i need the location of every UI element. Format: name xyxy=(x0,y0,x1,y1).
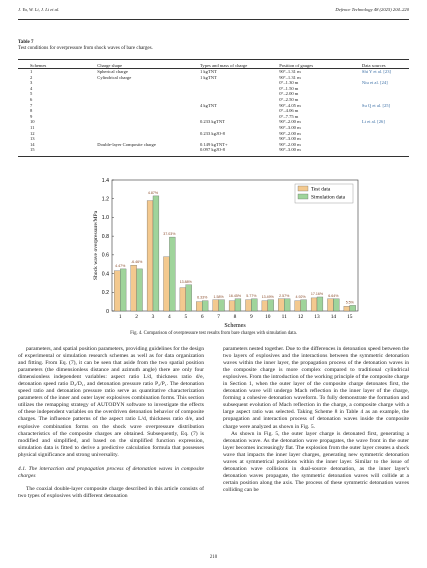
col-header: Data sources xyxy=(361,62,386,68)
table-cell: 90°–3.00 m xyxy=(279,147,301,153)
table-cell: 4 kgTNT xyxy=(199,102,217,108)
bar-error-label: 5.5% xyxy=(345,300,354,305)
table-cell: 0.233 kgJO-8 xyxy=(199,130,225,136)
header-journal: Defence Technology 48 (2025) 204–220 xyxy=(335,7,409,12)
bar-test xyxy=(213,300,219,311)
x-tick-label: 9 xyxy=(250,314,253,320)
table-cell: 12 xyxy=(30,130,35,136)
bar-simulation xyxy=(120,269,126,311)
bar-test xyxy=(147,201,153,311)
bar-test xyxy=(327,299,333,311)
table-cell: 1 kgTNT xyxy=(199,74,217,80)
x-tick-label: 7 xyxy=(217,314,220,320)
table-cell: 90°–2.00 m xyxy=(279,130,301,136)
bar-error-label: 6.64% xyxy=(328,293,339,298)
header-authors: J. Yu, W. Li, J. Li et al. xyxy=(18,7,60,12)
x-tick-label: 4 xyxy=(168,314,171,320)
table-cell: 90°–1.31 m xyxy=(279,74,301,80)
paragraph: As shown in Fig. 5, the outer layer charge is detonated first, generating a detonation wave. As the detonation wave propagates, the wave front in the outer layer becomes increasingly flat. The explosion from the outer layer creates a shock wave that impacts the inner layer charges, generating new symmetric detonation waves at symmetrical positions within the inner layer. Similar to the issue of detonation wave collisions in dual-source detonation, as the inner layer's detonation waves propagate, the symmetric detonation waves will collide at a certain position along the axis. The process of these symmetric detonation waves colliding can be xyxy=(223,430,409,493)
table-cell: 5 xyxy=(30,91,33,97)
table-cell: Su Q et al. [25] xyxy=(361,102,391,108)
table-cell: 7 xyxy=(30,102,33,108)
table-cell: 0°–1.50 m xyxy=(279,85,299,91)
bar-simulation xyxy=(251,299,257,311)
bar-test xyxy=(344,306,350,311)
table-cell: Spherical charge xyxy=(97,69,128,74)
legend-swatch xyxy=(298,186,308,191)
legend-swatch xyxy=(298,194,308,199)
table-caption-text: Test conditions for overpressure from shock waves of bare charges. xyxy=(18,46,153,52)
y-tick-label: 1.0 xyxy=(101,215,109,222)
x-tick-label: 15 xyxy=(347,314,353,320)
bar-simulation xyxy=(202,301,208,311)
x-tick-label: 12 xyxy=(297,314,304,320)
bar-test xyxy=(245,300,251,311)
section-heading: 4.1. The interaction and propagation process of detonation waves in composite charges xyxy=(18,465,204,479)
table-cell: 6 xyxy=(30,96,33,102)
bar-error-label: 4.47% xyxy=(115,263,126,268)
bar-simulation xyxy=(350,305,356,311)
table-cell: 2 xyxy=(30,74,33,80)
bar-error-label: 16.45% xyxy=(228,293,242,298)
table-cell: 90°–4.05 m xyxy=(279,102,301,108)
figure-caption: Fig. 4. Comparison of overpressure test results from bare charges with simulation data. xyxy=(130,331,297,336)
table-label: Table 7 xyxy=(18,40,34,45)
bar-simulation xyxy=(219,300,225,311)
bar-test xyxy=(229,301,235,311)
bar-simulation xyxy=(235,299,241,311)
bar-simulation xyxy=(284,299,290,311)
bar-simulation xyxy=(137,269,143,311)
legend-label: Test data xyxy=(311,186,331,193)
x-axis-label: Schemes xyxy=(224,323,246,329)
table-cell: 4 xyxy=(30,85,33,91)
bar-simulation xyxy=(169,237,175,311)
paragraph: parameters, and spatial position parameters, providing guidelines for the design of experimental or simulation research schemes as well as for data organization and fitting. From Eq. (7), it can be seen that aside from the two spatial position parameters (the dimensionless distance and azimuth angle) there are only four dimensionless independent variables: aspect ratio L/d, thickness ratio d/e, detonation speed ratio D₂/D₁, and detonation pressure ratio P₂/P₁. The detonation speed ratio and detonation pressure ratio serve as quantitative characterization parameters of the inner and outer layer explosives combination forms. This section utilizes the remapping strategy of AUTODYN software to investigate the effects of these independent variables on the overdriven detonation behavior of composite charges. The influence patterns of the aspect ratio L/d, thickness ratio d/e, and explosive combination forms on the shock wave overpressure distribution characteristics of the composite charges are obtained. Subsequently, Eq. (7) is modified and simplified, and based on the simplified function expression, simulation data is fitted to derive a predictive calculation formula that possesses physical significance and strong universality. xyxy=(18,346,204,458)
bar-test xyxy=(262,301,268,311)
table-cell: 90°–3.00 m xyxy=(279,124,301,130)
table-cell: 90°–2.00 m xyxy=(279,141,301,147)
table-cell: Shi Y et al. [23] xyxy=(361,69,392,74)
bar-error-label: 17.16% xyxy=(310,291,324,296)
table-cell: 9 xyxy=(30,113,33,119)
y-tick-label: 0.8 xyxy=(101,233,109,240)
table-cell: 90°–2.00 m xyxy=(279,119,301,125)
bar-error-label: -6.46% xyxy=(130,260,143,265)
x-tick-label: 13 xyxy=(314,314,320,320)
bar-error-label: 4.92% xyxy=(295,294,306,299)
y-tick-label: 0.6 xyxy=(101,252,109,259)
bar-error-label: 4.87% xyxy=(147,190,159,195)
bar-test xyxy=(131,265,137,311)
bar-test xyxy=(180,288,186,311)
table-cell: Double-layer Composite charge xyxy=(97,141,156,147)
table-cell: 0°–2.00 m xyxy=(279,91,299,97)
table-cell: 15 xyxy=(30,147,35,153)
y-tick-label: 0.2 xyxy=(101,290,109,297)
bar-error-label: 1.58% xyxy=(213,294,224,299)
x-tick-label: 11 xyxy=(281,314,287,320)
table-cell: 0°–4.06 m xyxy=(279,108,299,114)
y-tick-label: 1.2 xyxy=(101,196,109,203)
bar-error-label: 2.57% xyxy=(279,293,290,298)
x-tick-label: 2 xyxy=(135,314,138,320)
col-header: Schemes xyxy=(30,62,47,68)
table-cell: 10 xyxy=(30,119,35,125)
bar-simulation xyxy=(153,196,159,311)
table-cell: 13 xyxy=(30,136,35,142)
x-tick-label: 1 xyxy=(118,314,122,320)
table-cell: 1 xyxy=(30,69,33,74)
bar-simulation xyxy=(268,300,274,311)
bar-simulation xyxy=(186,285,192,311)
paragraph: The coaxial double-layer composite charge described in this article consists of two types of explosives with different detonation xyxy=(18,485,204,499)
page-number: 210 xyxy=(209,555,218,560)
bar-simulation xyxy=(317,297,323,311)
table-cell: 0°–2.50 m xyxy=(279,96,299,102)
table-cell: 1 kgTNT xyxy=(199,69,217,74)
table-cell: 3 xyxy=(30,80,33,86)
bar-test xyxy=(196,302,202,311)
x-tick-label: 5 xyxy=(184,314,188,320)
table-cell: 0.097 kgJO-8 xyxy=(199,147,225,153)
bar-test xyxy=(295,301,301,311)
col-header: Types and mass of charge xyxy=(199,62,248,68)
table-cell: 90°–3.00 m xyxy=(279,136,301,142)
table-cell: Cylindrical charge xyxy=(97,74,132,80)
y-axis-label: Shock wave overpressure/MPa xyxy=(93,210,99,281)
paragraph: parameters nested together. Due to the differences in detonation speed between the two layers of explosives and the interactions between the symmetric detonation waves within the inner layer, the propagation process of the detonation waves in the composite charge is more complex compared to traditional cylindrical explosives. From the introduction of the working principle of the composite charge in Section 1, when the outer layer of the composite charge detonates first, the detonation wave will undergo Mach reflection in the inner layer of the charge, forming a cohesive detonation waveform. To fully demonstrate the formation and subsequent evolution of Mach reflection in the charge, a composite charge with a large aspect ratio was selected. Taking Scheme 8 in Table 4 as an example, the propagation and interaction process of detonation waves inside the composite charge were analyzed as shown in Fig. 5. xyxy=(223,346,410,430)
bar-test xyxy=(278,299,284,311)
table-cell: 90°–1.31 m xyxy=(279,69,301,74)
bar-test xyxy=(311,298,317,311)
table-cell: 14 xyxy=(30,141,35,147)
bar-error-label: 37.03% xyxy=(163,232,176,237)
y-tick-label: 0.4 xyxy=(101,271,109,278)
table-cell: 0.233 kgTNT xyxy=(199,119,225,125)
bar-error-label: 13.49% xyxy=(261,294,274,299)
body-column-left xyxy=(18,346,204,500)
table-cell: Li et al. [26] xyxy=(361,119,385,125)
x-tick-label: 6 xyxy=(200,314,204,320)
bar-error-label: 6.33% xyxy=(197,295,208,300)
col-header: Position of gauges xyxy=(279,62,314,68)
table-cell: Niu et al. [24] xyxy=(361,80,388,86)
y-tick-label: 0 xyxy=(106,308,109,315)
bar-simulation xyxy=(333,299,339,311)
bar-error-label: 5.77% xyxy=(246,293,257,298)
table-cell: 11 xyxy=(30,124,35,130)
col-header: Charge shape xyxy=(97,62,123,68)
bar-error-label: 13.88% xyxy=(179,279,192,284)
x-tick-label: 14 xyxy=(330,314,337,320)
bar-test xyxy=(114,271,120,311)
x-tick-label: 8 xyxy=(233,314,237,320)
table-cell: 0°–7.75 m xyxy=(279,113,299,119)
x-tick-label: 3 xyxy=(151,314,155,320)
legend-label: Simulation data xyxy=(311,194,345,201)
table-cell: 0.149 kgTNT+ xyxy=(199,141,228,147)
bar-test xyxy=(163,257,169,311)
body-column-right xyxy=(223,346,409,494)
y-tick-label: 1.4 xyxy=(101,177,109,184)
table-cell: 8 xyxy=(30,108,33,114)
x-tick-label: 10 xyxy=(265,314,271,320)
table-cell: 0°–1.30 m xyxy=(279,80,299,86)
bar-simulation xyxy=(301,300,307,311)
